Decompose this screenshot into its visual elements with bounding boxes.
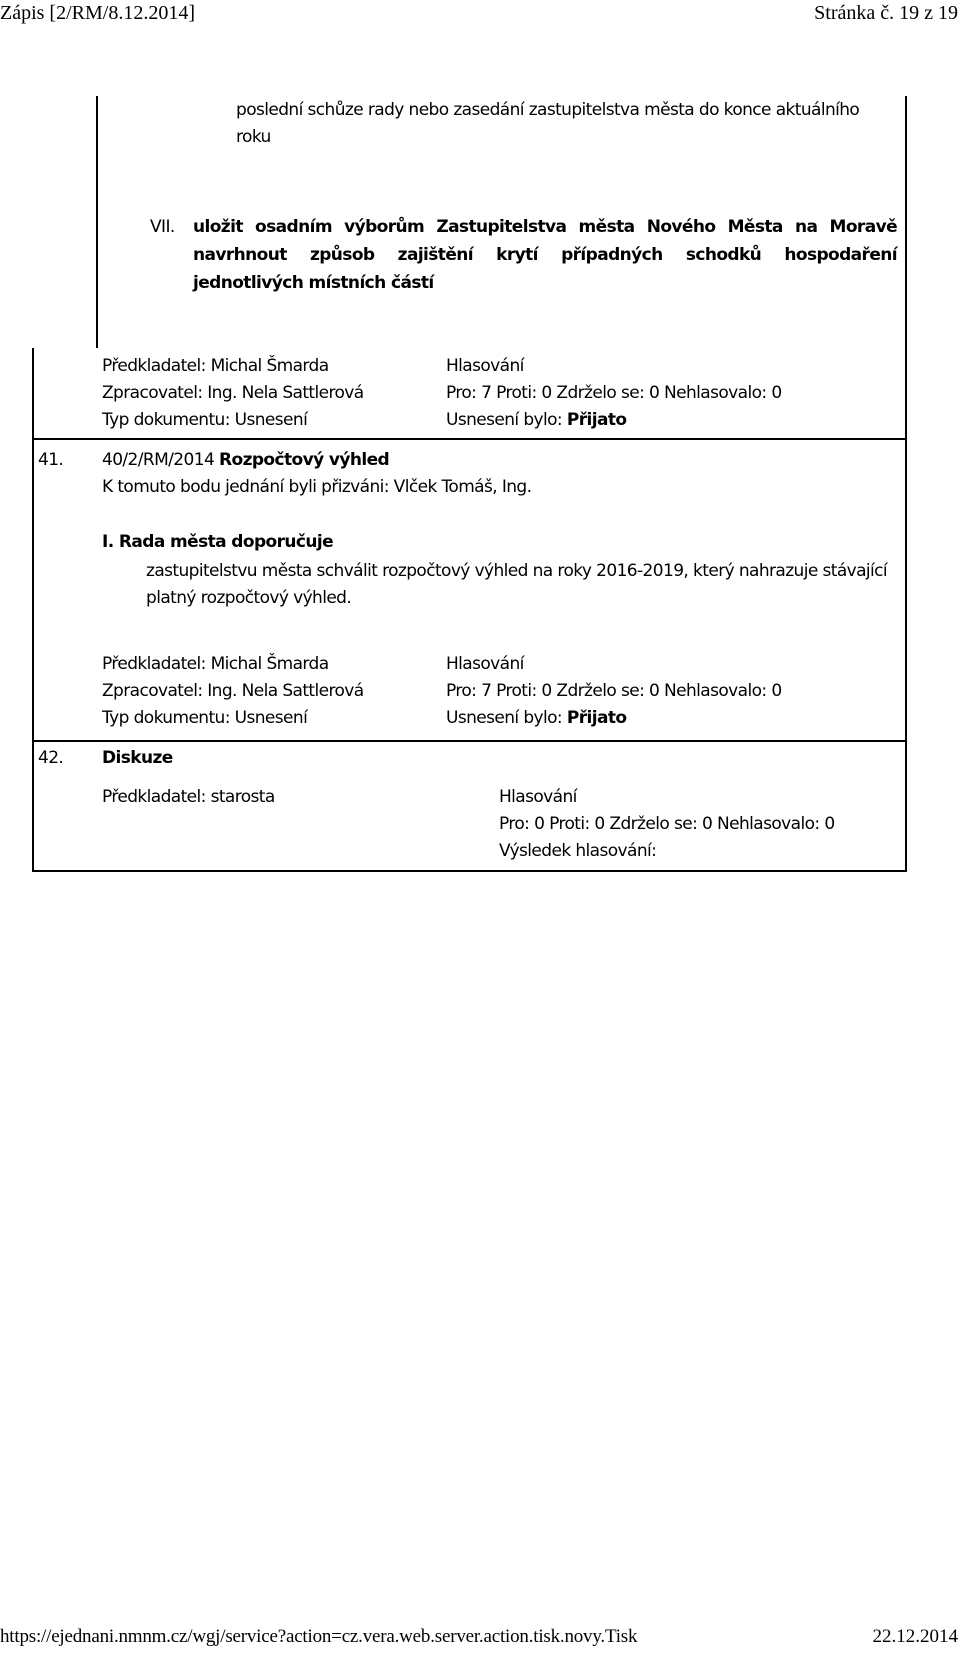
item-41-title	[102, 450, 389, 470]
page-header-title: Zápis [2/RM/8.12.2014]	[0, 2, 195, 24]
item-42-number: 42.	[38, 748, 64, 768]
continuation-left-border	[96, 96, 98, 348]
item-41-votes: Pro: 7 Proti: 0 Zdrželo se: 0 Nehlasovalo: 0	[446, 681, 782, 701]
item-42-result-label: Výsledek hlasování:	[499, 841, 657, 861]
item-41-resolution-head: I. Rada města doporučuje	[102, 532, 334, 552]
item-41-result: Usnesení bylo: Přijato	[446, 708, 627, 728]
continuation-line-1: poslední schůze rady nebo zasedání zastupitelstva města do konce aktuálního	[236, 100, 860, 120]
page-number: Stránka č. 19 z 19	[814, 2, 958, 24]
item-41-resolution-line-1: zastupitelstvu města schválit rozpočtový výhled na roky 2016-2019, který nahrazuje stávající	[146, 561, 888, 581]
item-41-typ: Typ dokumentu: Usnesení	[102, 708, 308, 728]
block1-result-value: Přijato	[566, 410, 627, 430]
item-vii-number: VII.	[150, 217, 175, 237]
row-divider-41	[32, 438, 907, 440]
block1-votes: Pro: 7 Proti: 0 Zdrželo se: 0 Nehlasovalo: 0	[446, 383, 782, 403]
item-41-title-text: Rozpočtový výhled	[219, 450, 390, 470]
item-42-title: Diskuze	[102, 748, 173, 768]
item-41-invited: K tomuto bodu jednání byli přizváni: Vlček Tomáš, Ing.	[102, 477, 532, 497]
footer-date: 22.12.2014	[872, 1626, 958, 1647]
item-41-predkladatel: Předkladatel: Michal Šmarda	[102, 654, 329, 674]
table-left-border	[32, 348, 34, 872]
footer-url: https://ejednani.nmnm.cz/wgj/service?action=cz.vera.web.server.action.tisk.novy.Tisk	[0, 1626, 638, 1647]
block1-zpracovatel: Zpracovatel: Ing. Nela Sattlerová	[102, 383, 364, 403]
block1-result: Usnesení bylo: Přijato	[446, 410, 627, 430]
item-41-resolution-line-2: platný rozpočtový výhled.	[146, 588, 352, 608]
item-vii-line-3: jednotlivých místních částí	[193, 273, 434, 293]
item-41-hlasovani-heading: Hlasování	[446, 654, 524, 674]
table-right-border	[905, 348, 907, 872]
block1-predkladatel: Předkladatel: Michal Šmarda	[102, 356, 329, 376]
block1-hlasovani-heading: Hlasování	[446, 356, 524, 376]
item-42-votes: Pro: 0 Proti: 0 Zdrželo se: 0 Nehlasovalo: 0	[499, 814, 835, 834]
item-41-result-value: Přijato	[566, 708, 627, 728]
item-41-code: 40/2/RM/2014	[102, 450, 215, 470]
item-vii-line-2: navrhnout způsob zajištění krytí případných schodků hospodaření	[193, 245, 897, 265]
block1-typ: Typ dokumentu: Usnesení	[102, 410, 308, 430]
item-42-predkladatel: Předkladatel: starosta	[102, 787, 275, 807]
row-divider-42	[32, 740, 907, 742]
item-41-number: 41.	[38, 450, 64, 470]
item-42-hlasovani-heading: Hlasování	[499, 787, 577, 807]
item-41-zpracovatel: Zpracovatel: Ing. Nela Sattlerová	[102, 681, 364, 701]
continuation-line-2: roku	[236, 127, 271, 147]
table-bottom-border	[32, 870, 907, 872]
continuation-right-border	[905, 96, 907, 348]
item-vii-line-1: uložit osadním výborům Zastupitelstva města Nového Města na Moravě	[193, 217, 897, 237]
